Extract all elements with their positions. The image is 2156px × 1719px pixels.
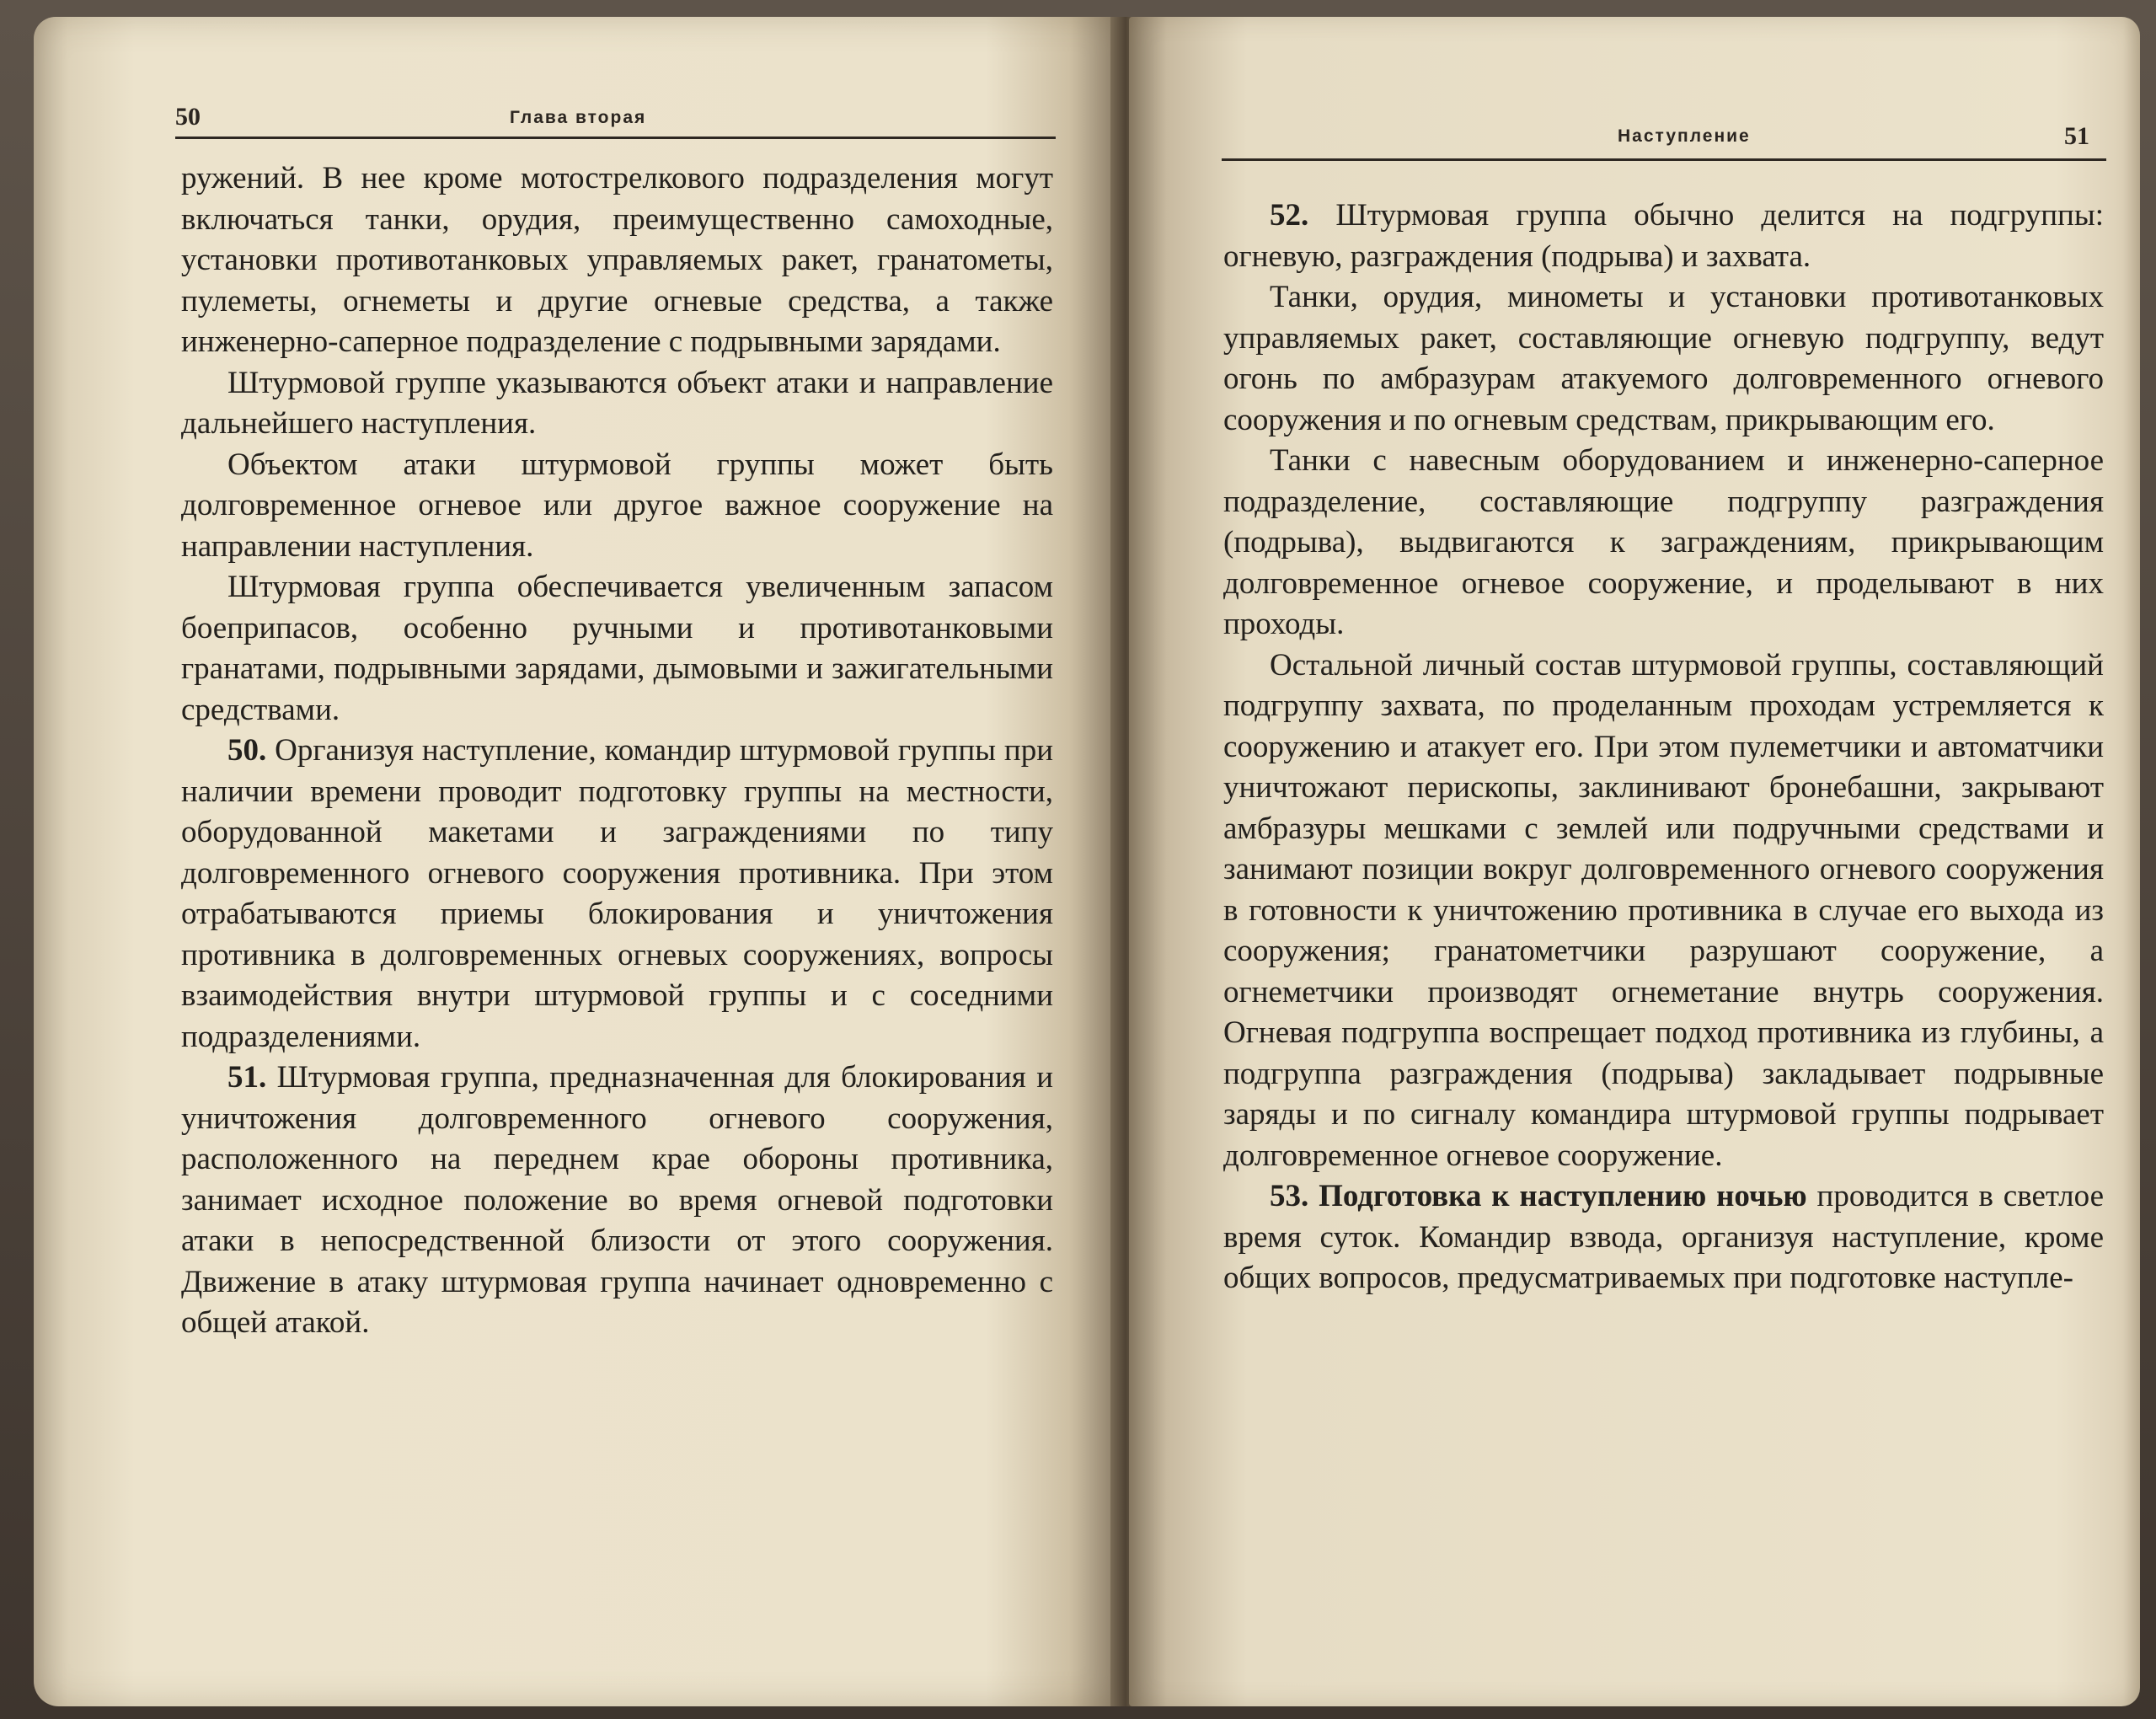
paragraph-number: 51. [227, 1060, 267, 1095]
paragraph-number: 50. [227, 733, 267, 768]
paragraph [181, 445, 1053, 568]
right-page [1129, 17, 2140, 1706]
paragraph-52 [1223, 195, 2104, 277]
paragraph [1223, 277, 2104, 441]
paragraph-text: Штурмовая группа обычно делится на подгруппы: огневую, разграждения (подрыва) и захвата. [1223, 198, 2104, 274]
paragraph-53 [1223, 1176, 2104, 1299]
paragraph-50 [181, 731, 1053, 1058]
paragraph-text: Объектом атаки штурмовой группы может быть долговременное огневое или другое важное сооружение на направлении наступления. [181, 447, 1053, 564]
paragraph-51 [181, 1058, 1053, 1344]
open-book [34, 17, 2140, 1706]
paragraph-text: ружений. В нее кроме мотострелкового подразделения могут включаться танки, орудия, преимущественно самоходные, установки противотанковых управляемых ракет, гранатометы, пулеметы, огнеметы и другие огневые средства, а также инженерно-саперное подразделение с подрывными зарядами. [181, 161, 1053, 359]
paragraph-text: Танки, орудия, минометы и установки противотанковых управляемых ракет, составляющие огневую подгруппу, ведут огонь по амбразурам атакуемого долговременного огневого сооружения и по огневым средствам, прикрывающим его. [1223, 280, 2104, 437]
left-text-column [181, 158, 1053, 1344]
paragraph-text: проводится в светлое время суток. Командир взвода, организуя наступление, кроме общих вопросов, предусматриваемых при подготовке наступле- [1223, 1179, 2104, 1295]
paragraph [1223, 645, 2104, 1177]
paragraph-lead: Подготовка к наступлению ночью [1319, 1179, 1807, 1213]
left-header-rule [175, 137, 1056, 139]
left-running-head: Глава вторая [510, 108, 647, 127]
paragraph-text: Остальной личный состав штурмовой группы, составляющий подгруппу захвата, по проделанным проходам устремляется к сооружению и атакует его. При этом пулеметчики и автоматчики уничтожают перископы, заклинивают бронебашни, закрывают амбразуры мешками с землей или подручными средствами и занимают позиции вокруг долговременного огневого сооружения в готовности к уничтожению противника в случае его выхода из сооружения; гранатометчики разрушают сооружение, а огнеметчики производят огнеметание внутрь сооружения. Огневая подгруппа воспрещает подход противника из глубины, а подгруппа разграждения (подрыва) закладывает подрывные заряды и по сигналу командира штурмовой группы подрывает долговременное огневое сооружение. [1223, 647, 2104, 1173]
paragraph [181, 158, 1053, 363]
paragraph [1223, 441, 2104, 645]
right-text-column [1223, 195, 2104, 1299]
paragraph-number: 52. [1270, 198, 1309, 233]
paragraph [181, 363, 1053, 445]
paragraph-text: Танки с навесным оборудованием и инженерно-саперное подразделение, составляющие подгруппу разграждения (подрыва), выдвигаются к заграждениям, прикрывающим долговременное огневое сооружение, и проделывают в них проходы. [1223, 443, 2104, 641]
right-running-head: Наступление [1618, 126, 1751, 146]
left-page-number: 50 [175, 103, 201, 131]
paragraph-text: Организуя наступление, командир штурмовой группы при наличии времени проводит подготовку группы на местности, оборудованной макетами и заграждениями по типу долговременного огневого сооружения противника. При этом отрабатываются приемы блокирования и уничтожения противника в долговременных огневых сооружениях, вопросы взаимодействия внутри штурмовой группы и с соседними подразделениями. [181, 733, 1054, 1054]
right-page-number: 51 [2064, 122, 2089, 150]
paragraph-text: Штурмовая группа обеспечивается увеличенным запасом боеприпасов, особенно ручными и противотанковыми гранатами, подрывными зарядами, дымовыми и зажигательными средствами. [181, 570, 1053, 727]
paragraph-number: 53. [1270, 1179, 1309, 1213]
left-page [34, 17, 1121, 1706]
right-header-rule [1222, 158, 2106, 161]
paragraph-text: Штурмовой группе указываются объект атаки и направление дальнейшего наступления. [181, 365, 1053, 441]
paragraph-text: Штурмовая группа, предназначенная для блокирования и уничтожения долговременного огневого сооружения, расположенного на переднем крае обороны противника, занимает исходное положение во время огневой подготовки атаки в непосредственной близости от этого сооружения. Движение в атаку штурмовая группа начинает одновременно с общей атакой. [181, 1060, 1053, 1340]
paragraph [181, 567, 1053, 731]
